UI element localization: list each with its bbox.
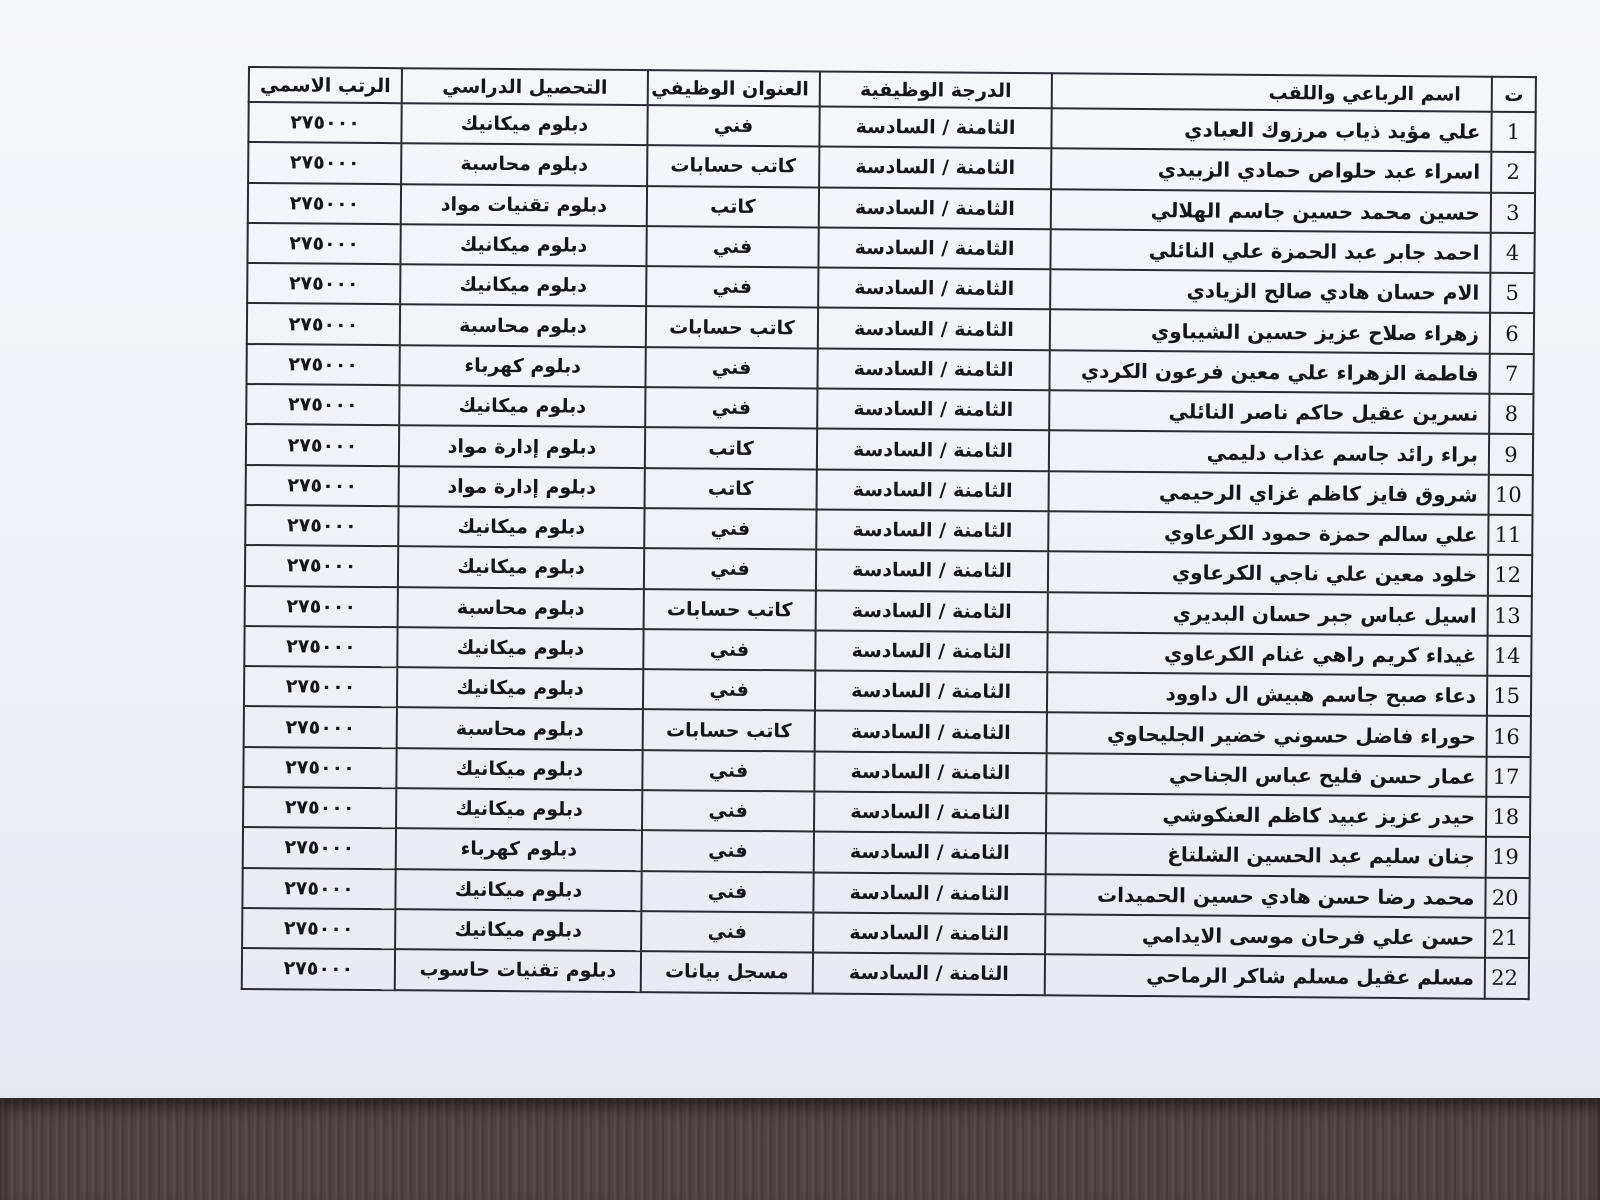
- header-salary: الرتب الاسمي: [249, 67, 402, 103]
- job-title-cell: كاتب حسابات: [647, 145, 819, 187]
- table-body: [242, 102, 1536, 999]
- education-cell: دبلوم كهرباء: [396, 829, 642, 871]
- job-grade-cell: الثامنة / السادسة: [818, 227, 1050, 269]
- education-cell: دبلوم ميكانيك: [399, 385, 645, 427]
- education-cell: دبلوم محاسبة: [398, 587, 644, 629]
- employee-table: [241, 66, 1537, 1000]
- job-grade-cell: الثامنة / السادسة: [814, 832, 1046, 874]
- job-title-cell: فني: [642, 830, 814, 872]
- education-cell: دبلوم تقنيات حاسوب: [395, 949, 641, 991]
- row-index-cell: 18: [1486, 797, 1530, 838]
- job-grade-cell: الثامنة / السادسة: [815, 671, 1047, 713]
- job-title-cell: كاتب حسابات: [646, 307, 818, 349]
- job-grade-cell: الثامنة / السادسة: [816, 590, 1048, 632]
- row-index-cell: 20: [1485, 877, 1529, 918]
- job-grade-cell: الثامنة / السادسة: [813, 872, 1045, 914]
- employee-name-cell: اسراء عبد حلواص حمادي الزبيدي: [1051, 149, 1491, 193]
- employee-table-container: [241, 66, 1535, 1000]
- job-grade-cell: الثامنة / السادسة: [815, 711, 1047, 753]
- row-index-cell: 21: [1485, 918, 1529, 959]
- education-cell: دبلوم إدارة مواد: [399, 466, 645, 508]
- job-grade-cell: الثامنة / السادسة: [814, 792, 1046, 834]
- row-index-cell: 6: [1490, 313, 1534, 354]
- education-cell: دبلوم ميكانيك: [397, 667, 643, 709]
- row-index-cell: 9: [1489, 434, 1533, 475]
- row-index-cell: 10: [1489, 474, 1533, 515]
- job-grade-cell: الثامنة / السادسة: [818, 308, 1050, 350]
- job-title-cell: كاتب حسابات: [644, 589, 816, 631]
- job-grade-cell: الثامنة / السادسة: [813, 912, 1045, 954]
- floor-background: [0, 1098, 1600, 1200]
- salary-cell: ٢٧٥٠٠٠: [242, 868, 395, 909]
- employee-name-cell: حيدر عزيز عبيد كاظم العنكوشي: [1046, 793, 1486, 837]
- education-cell: دبلوم ميكانيك: [400, 264, 646, 306]
- education-cell: دبلوم محاسبة: [400, 305, 646, 347]
- salary-cell: ٢٧٥٠٠٠: [247, 303, 400, 344]
- employee-name-cell: علي مؤيد ذياب مرزوك العبادي: [1051, 108, 1491, 152]
- job-title-cell: فني: [646, 266, 818, 308]
- row-index-cell: 1: [1491, 112, 1535, 153]
- job-title-cell: كاتب: [645, 468, 817, 510]
- employee-name-cell: حوراء فاضل حسوني خضير الجليحاوي: [1047, 713, 1487, 757]
- salary-cell: ٢٧٥٠٠٠: [243, 747, 396, 788]
- job-title-cell: فني: [642, 790, 814, 832]
- row-index-cell: 8: [1489, 394, 1533, 435]
- salary-cell: ٢٧٥٠٠٠: [248, 183, 401, 224]
- job-grade-cell: الثامنة / السادسة: [819, 106, 1051, 148]
- job-grade-cell: الثامنة / السادسة: [813, 953, 1045, 995]
- salary-cell: ٢٧٥٠٠٠: [244, 706, 397, 747]
- salary-cell: ٢٧٥٠٠٠: [246, 465, 399, 506]
- job-grade-cell: الثامنة / السادسة: [814, 751, 1046, 793]
- job-title-cell: فني: [642, 750, 814, 792]
- employee-name-cell: محمد رضا حسن هادي حسين الحميدات: [1045, 874, 1485, 918]
- salary-cell: ٢٧٥٠٠٠: [243, 787, 396, 828]
- salary-cell: ٢٧٥٠٠٠: [242, 948, 395, 989]
- employee-name-cell: مسلم عقيل مسلم شاكر الرماحي: [1045, 955, 1485, 999]
- education-cell: دبلوم ميكانيك: [400, 224, 646, 266]
- job-title-cell: فني: [643, 669, 815, 711]
- row-index-cell: 17: [1486, 756, 1530, 797]
- job-title-cell: فني: [647, 105, 819, 147]
- education-cell: دبلوم تقنيات مواد: [401, 184, 647, 226]
- employee-name-cell: علي سالم حمزة حمود الكرعاوي: [1048, 511, 1488, 555]
- job-title-cell: مسجل بيانات: [641, 951, 813, 993]
- header-job-title: العنوان الوظيفي: [648, 70, 820, 106]
- job-title-cell: كاتب حسابات: [643, 710, 815, 752]
- job-grade-cell: الثامنة / السادسة: [816, 550, 1048, 592]
- row-index-cell: 2: [1491, 152, 1535, 193]
- salary-cell: ٢٧٥٠٠٠: [247, 223, 400, 264]
- row-index-cell: 5: [1490, 273, 1534, 314]
- row-index-cell: 16: [1487, 716, 1531, 757]
- employee-name-cell: خلود معين علي ناجي الكرعاوي: [1048, 552, 1488, 596]
- salary-cell: ٢٧٥٠٠٠: [245, 545, 398, 586]
- row-index-cell: 11: [1488, 515, 1532, 556]
- job-title-cell: فني: [644, 508, 816, 550]
- job-title-cell: فني: [645, 387, 817, 429]
- row-index-cell: 15: [1487, 676, 1531, 717]
- education-cell: دبلوم ميكانيك: [396, 788, 642, 830]
- employee-name-cell: جنان سليم عبد الحسين الشلتاغ: [1046, 834, 1486, 878]
- employee-name-cell: زهراء صلاح عزيز حسين الشيباوي: [1050, 310, 1490, 354]
- salary-cell: ٢٧٥٠٠٠: [244, 666, 397, 707]
- job-grade-cell: الثامنة / السادسة: [818, 268, 1050, 310]
- employee-name-cell: اسيل عباس جبر حسان البديري: [1048, 592, 1488, 636]
- salary-cell: ٢٧٥٠٠٠: [247, 263, 400, 304]
- row-index-cell: 12: [1488, 555, 1532, 596]
- salary-cell: ٢٧٥٠٠٠: [245, 505, 398, 546]
- job-grade-cell: الثامنة / السادسة: [817, 389, 1049, 431]
- employee-name-cell: دعاء صبح جاسم هبيش ال داوود: [1047, 672, 1487, 716]
- salary-cell: ٢٧٥٠٠٠: [246, 424, 399, 465]
- education-cell: دبلوم ميكانيك: [395, 909, 641, 951]
- education-cell: دبلوم محاسبة: [397, 708, 643, 750]
- job-title-cell: فني: [646, 226, 818, 268]
- education-cell: دبلوم ميكانيك: [395, 869, 641, 911]
- education-cell: دبلوم ميكانيك: [398, 546, 644, 588]
- job-title-cell: كاتب: [645, 428, 817, 470]
- row-index-cell: 4: [1490, 233, 1534, 274]
- salary-cell: ٢٧٥٠٠٠: [242, 908, 395, 949]
- job-title-cell: فني: [643, 629, 815, 671]
- row-index-cell: 7: [1489, 354, 1533, 395]
- salary-cell: ٢٧٥٠٠٠: [248, 102, 401, 143]
- employee-name-cell: حسين محمد حسين جاسم الهلالي: [1051, 189, 1491, 233]
- row-index-cell: 13: [1488, 595, 1532, 636]
- header-index: ت: [1492, 77, 1536, 112]
- education-cell: دبلوم ميكانيك: [397, 627, 643, 669]
- salary-cell: ٢٧٥٠٠٠: [246, 384, 399, 425]
- row-index-cell: 19: [1486, 837, 1530, 878]
- employee-name-cell: احمد جابر عبد الحمزة علي النائلي: [1050, 229, 1490, 273]
- job-title-cell: فني: [641, 911, 813, 953]
- employee-name-cell: عمار حسن فليح عباس الجناحي: [1046, 753, 1486, 797]
- education-cell: دبلوم ميكانيك: [396, 748, 642, 790]
- education-cell: دبلوم كهرباء: [399, 345, 645, 387]
- job-grade-cell: الثامنة / السادسة: [816, 509, 1048, 551]
- header-name: اسم الرباعي واللقب: [1052, 73, 1492, 111]
- employee-name-cell: نسرين عقيل حاكم ناصر النائلي: [1049, 390, 1489, 434]
- header-education: التحصيل الدراسي: [402, 68, 648, 105]
- education-cell: دبلوم ميكانيك: [398, 506, 644, 548]
- row-index-cell: 3: [1491, 192, 1535, 233]
- job-grade-cell: الثامنة / السادسة: [819, 187, 1051, 229]
- job-title-cell: فني: [644, 548, 816, 590]
- job-grade-cell: الثامنة / السادسة: [819, 147, 1051, 189]
- education-cell: دبلوم محاسبة: [401, 144, 647, 186]
- employee-name-cell: غيداء كريم راهي غنام الكرعاوي: [1047, 632, 1487, 676]
- salary-cell: ٢٧٥٠٠٠: [244, 626, 397, 667]
- job-title-cell: فني: [641, 871, 813, 913]
- job-grade-cell: الثامنة / السادسة: [817, 429, 1049, 471]
- header-grade: الدرجة الوظيفية: [820, 71, 1052, 108]
- employee-name-cell: فاطمة الزهراء علي معين فرعون الكردي: [1049, 350, 1489, 394]
- employee-name-cell: شروق فايز كاظم غزاي الرحيمي: [1049, 471, 1489, 515]
- row-index-cell: 22: [1485, 958, 1529, 999]
- salary-cell: ٢٧٥٠٠٠: [247, 344, 400, 385]
- employee-name-cell: حسن علي فرحان موسى الايدامي: [1045, 914, 1485, 958]
- employee-name-cell: براء رائد جاسم عذاب دليمي: [1049, 431, 1489, 475]
- salary-cell: ٢٧٥٠٠٠: [243, 827, 396, 868]
- salary-cell: ٢٧٥٠٠٠: [248, 142, 401, 183]
- job-grade-cell: الثامنة / السادسة: [817, 469, 1049, 511]
- job-grade-cell: الثامنة / السادسة: [815, 630, 1047, 672]
- education-cell: دبلوم ميكانيك: [401, 103, 647, 145]
- row-index-cell: 14: [1487, 636, 1531, 677]
- job-title-cell: كاتب: [647, 186, 819, 228]
- salary-cell: ٢٧٥٠٠٠: [245, 586, 398, 627]
- education-cell: دبلوم إدارة مواد: [399, 426, 645, 468]
- employee-name-cell: الام حسان هادي صالح الزيادي: [1050, 269, 1490, 313]
- job-grade-cell: الثامنة / السادسة: [817, 348, 1049, 390]
- job-title-cell: فني: [645, 347, 817, 389]
